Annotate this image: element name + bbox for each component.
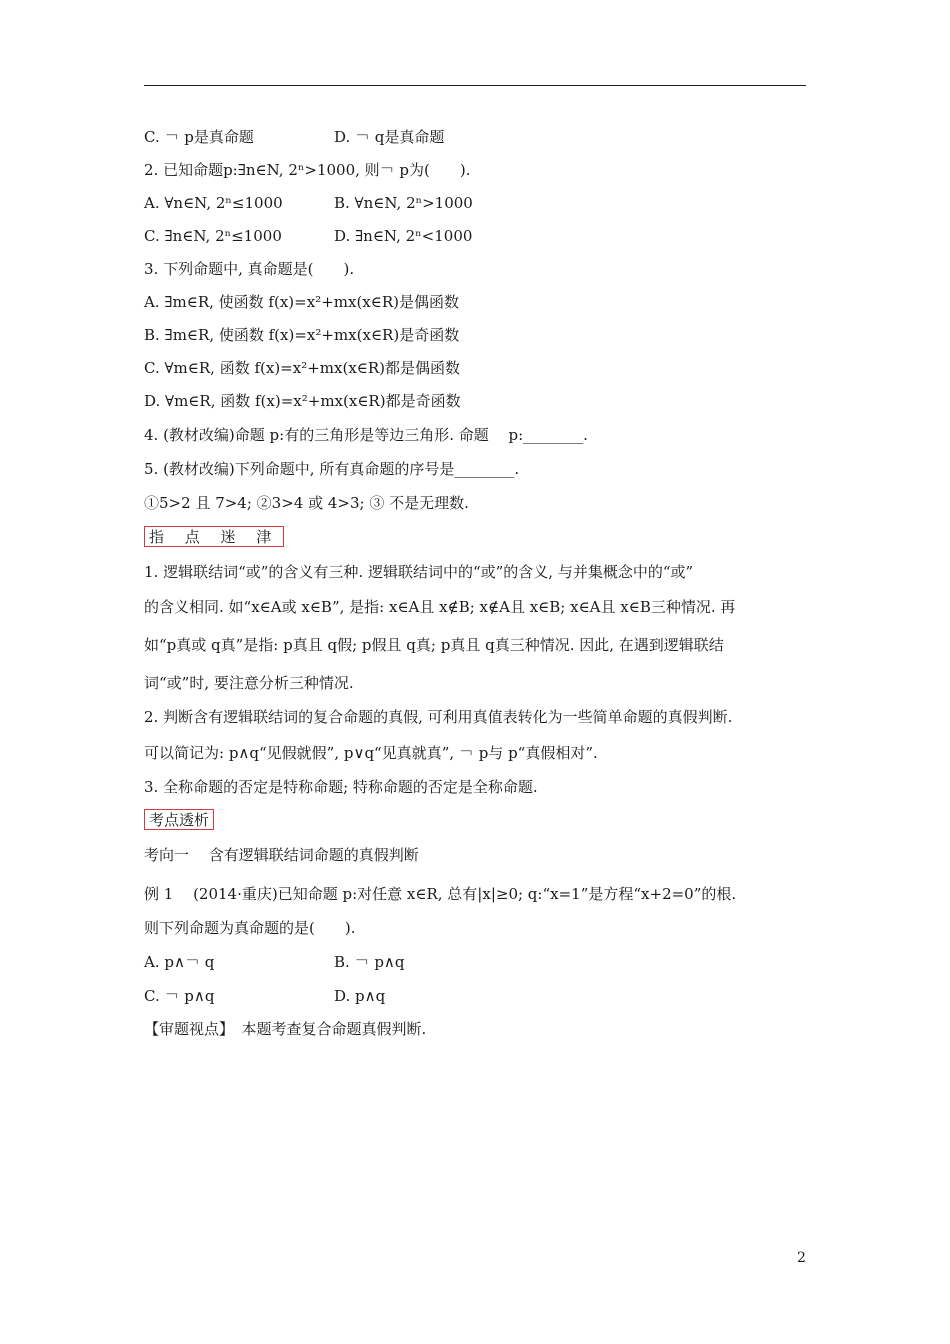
tip-1-line-2: 的含义相同. 如“x∈A或 x∈B”, 是指: x∈A且 x∉B; x∉A且 x∈B; x∈A且 x∈B三种情况. 再 <box>144 598 736 616</box>
example-1-line-2: 则下列命题为真命题的是( ). <box>144 919 356 937</box>
question-5: 5. (教材改编)下列命题中, 所有真命题的序号是________. <box>144 460 520 478</box>
question-5-items: ①5>2 且 7>4; ②3>4 或 4>3; ③ 不是无理数. <box>144 494 469 512</box>
option-a: A. ∀n∈N, 2ⁿ≤1000 <box>144 194 283 212</box>
question-3: 3. 下列命题中, 真命题是( ). <box>144 260 355 278</box>
option-b: B. ￢ p∧q <box>334 953 405 971</box>
question-4: 4. (教材改编)命题 p:有的三角形是等边三角形. 命题 p:________. <box>144 426 588 444</box>
option-b: B. ∃m∈R, 使函数 f(x)=x²+mx(x∈R)是奇函数 <box>144 326 460 344</box>
header-rule <box>144 85 806 86</box>
question-2: 2. 已知命题p:∃n∈N, 2ⁿ>1000, 则￢ p为( ). <box>144 161 471 179</box>
section-heading <box>144 809 824 830</box>
review-note: 【审题视点】 本题考查复合命题真假判断. <box>144 1020 427 1038</box>
tip-1-line-1: 1. 逻辑联结词“或”的含义有三种. 逻辑联结词中的“或”的含义, 与并集概念中的“或” <box>144 563 694 581</box>
option-row <box>144 193 824 213</box>
option-c: C. ￢ p∧q <box>144 987 215 1005</box>
option-c: C. ￢ p是真命题 <box>144 128 254 146</box>
option-d: D. ∀m∈R, 函数 f(x)=x²+mx(x∈R)都是奇函数 <box>144 392 461 410</box>
option-row <box>144 226 824 246</box>
option-b: B. ∀n∈N, 2ⁿ>1000 <box>334 194 473 212</box>
tip-1-line-3: 如“p真或 q真”是指: p真且 q假; p假且 q真; p真且 q真三种情况. 因此, 在遇到逻辑联结 <box>144 636 724 654</box>
direction-heading: 考向一 含有逻辑联结词命题的真假判断 <box>144 846 419 864</box>
option-d: D. p∧q <box>334 987 386 1005</box>
tip-1-line-4: 词“或”时, 要注意分析三种情况. <box>144 674 354 692</box>
option-row <box>144 952 824 972</box>
tip-2-line-2: 可以简记为: p∧q“见假就假”, p∨q“见真就真”, ￢ p与 p“真假相对”. <box>144 744 598 762</box>
option-a: A. p∧￢ q <box>144 953 215 971</box>
tip-2-line-1: 2. 判断含有逻辑联结词的复合命题的真假, 可利用真值表转化为一些简单命题的真假判断. <box>144 708 733 726</box>
page-number: 2 <box>797 1250 806 1266</box>
tip-3: 3. 全称命题的否定是特称命题; 特称命题的否定是全称命题. <box>144 778 538 796</box>
option-row <box>144 986 824 1006</box>
option-row <box>144 127 824 147</box>
analysis-heading: 考点透析 <box>144 809 214 830</box>
example-1-line-1: 例 1 (2014·重庆)已知命题 p:对任意 x∈R, 总有|x|≥0; q:“x=1”是方程“x+2=0”的根. <box>144 885 737 903</box>
tips-heading: 指 点 迷 津 <box>144 526 284 547</box>
option-d: D. ∃n∈N, 2ⁿ<1000 <box>334 227 473 245</box>
section-heading <box>144 526 824 547</box>
option-c: C. ∀m∈R, 函数 f(x)=x²+mx(x∈R)都是偶函数 <box>144 359 461 377</box>
option-d: D. ￢ q是真命题 <box>334 128 445 146</box>
option-a: A. ∃m∈R, 使函数 f(x)=x²+mx(x∈R)是偶函数 <box>144 293 460 311</box>
option-c: C. ∃n∈N, 2ⁿ≤1000 <box>144 227 282 245</box>
